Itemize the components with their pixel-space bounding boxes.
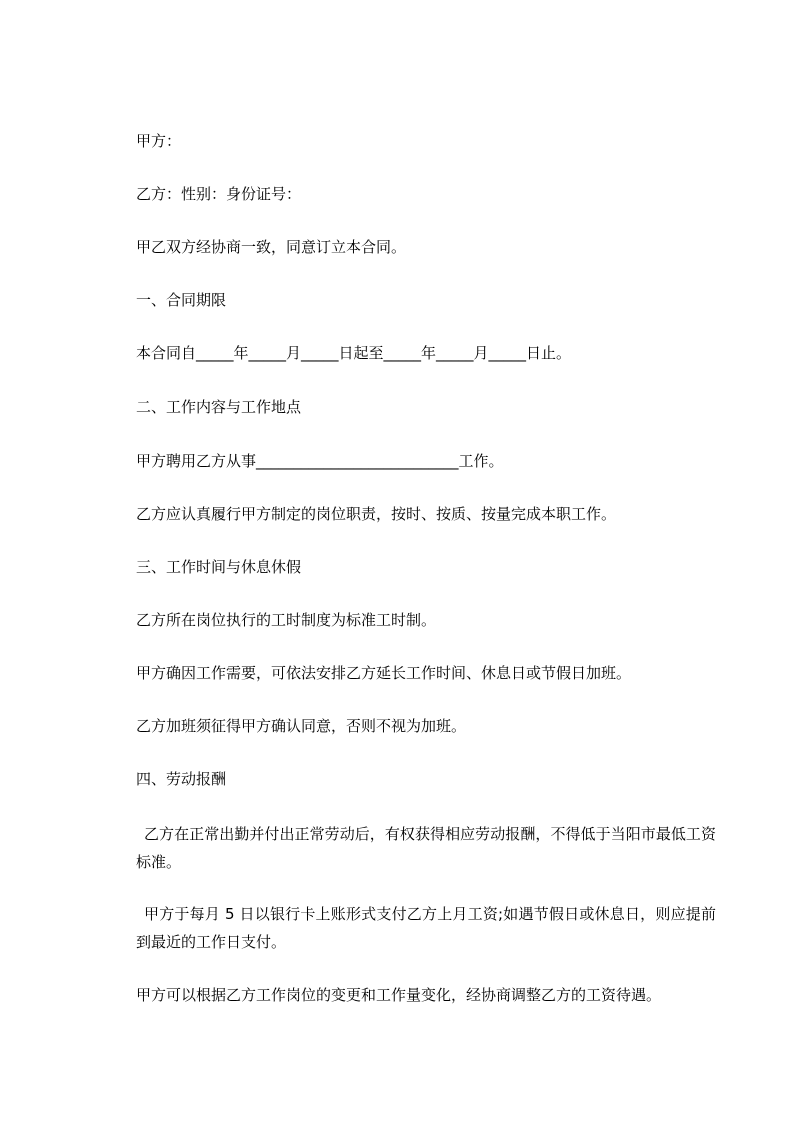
pay-adjust-clause: 甲方可以根据乙方工作岗位的变更和工作量变化，经协商调整乙方的工资待遇。: [136, 986, 662, 1004]
overtime-clause: 甲方确因工作需要，可依法安排乙方延长工作时间、休息日或节假日加班。: [136, 664, 632, 682]
section-heading-hours: 三、工作时间与休息休假: [136, 558, 302, 576]
duty-clause: 乙方应认真履行甲方制定的岗位职责，按时、按质、按量完成本职工作。: [136, 505, 617, 523]
overtime-confirm-clause: 乙方加班须征得甲方确认同意，否则不视为加班。: [136, 717, 467, 735]
hours-clause: 乙方所在岗位执行的工时制度为标准工时制。: [136, 611, 437, 629]
agreement-line: 甲乙双方经协商一致，同意订立本合同。: [136, 238, 407, 256]
section-heading-pay: 四、劳动报酬: [136, 770, 227, 788]
section-heading-term: 一、合同期限: [136, 291, 227, 309]
section-heading-work: 二、工作内容与工作地点: [136, 398, 302, 416]
job-clause: 甲方聘用乙方从事___________________________工作。: [136, 452, 504, 470]
min-wage-clause: 乙方在正常出勤并付出正常劳动后，有权获得相应劳动报酬，不得低于当阳市最低工资标准。: [136, 825, 716, 871]
term-clause: 本合同自_____年_____月_____日起至_____年_____月_____日止。: [136, 344, 572, 362]
party-b-line: 乙方：性别：身份证号：: [136, 185, 302, 203]
pay-date-clause: 甲方于每月 5 日以银行卡上账形式支付乙方上月工资;如遇节假日或休息日，则应提前到最近的工作日支付。: [136, 905, 716, 951]
party-a-line: 甲方：: [136, 132, 182, 150]
